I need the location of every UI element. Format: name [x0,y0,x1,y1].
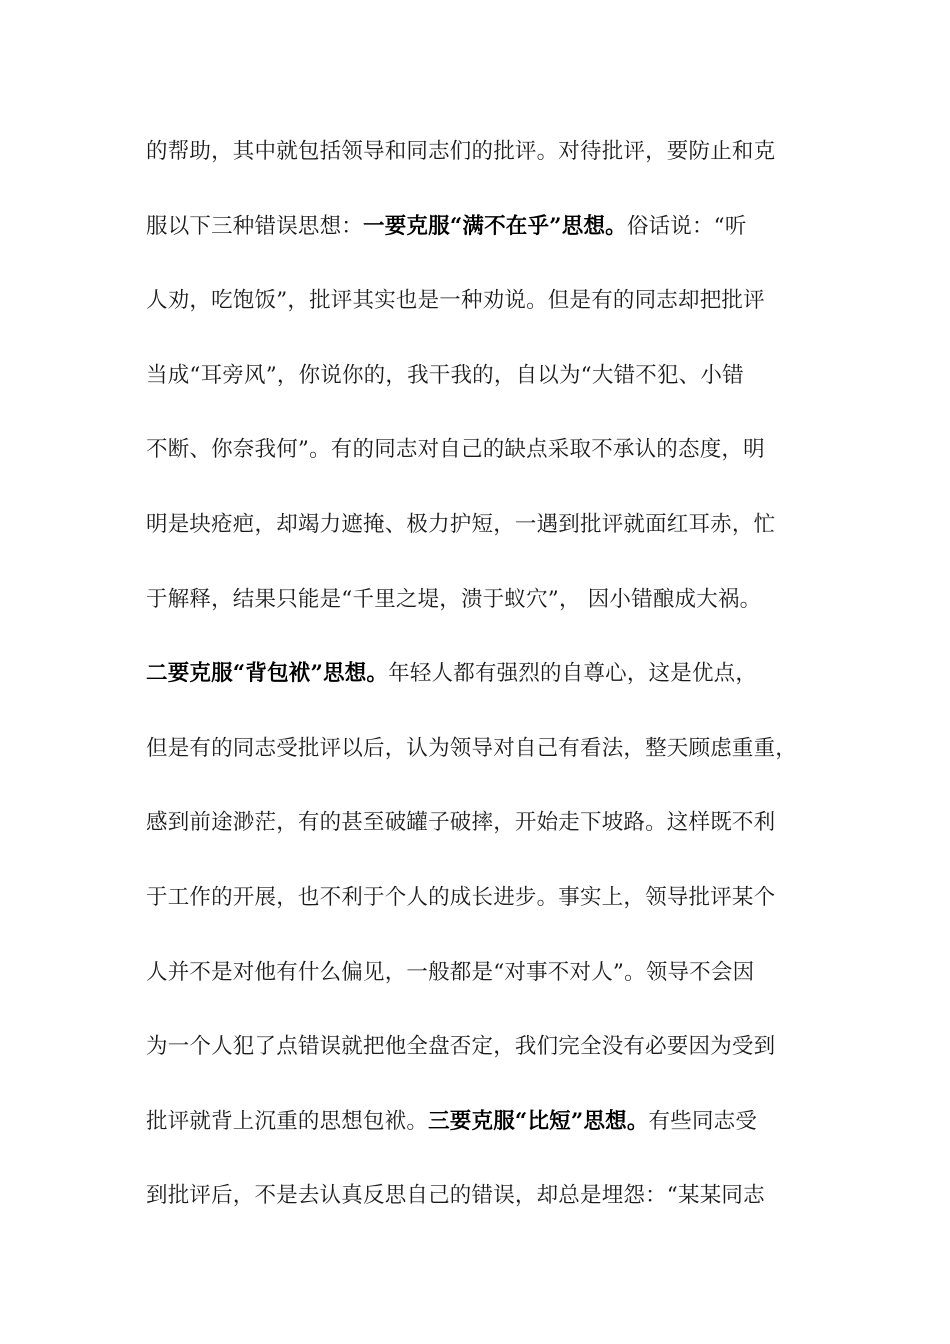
body-text: 服以下三种错误思想： [146,213,364,239]
body-text: 人劝，吃饱饭”，批评其实也是一种劝说。但是有的同志却把批评 [146,288,765,314]
document-body-text [146,128,826,1247]
text-line [146,426,826,501]
body-text: 批评就背上沉重的思想包袱。 [146,1108,429,1134]
text-line [146,1172,826,1247]
text-line [146,949,826,1024]
body-text: 于解释，结果只能是“千里之堤，溃于蚁穴”， 因小错酿成大祸。 [146,586,762,612]
body-text: 不断、你奈我何”。有的同志对自己的缺点采取不承认的态度，明 [146,437,765,463]
body-text: 有些同志受 [648,1108,758,1134]
bold-heading-text: 三要克服“比短”思想。 [428,1108,649,1134]
body-text: 的帮助，其中就包括领导和同志们的批评。对待批评，要防止和克 [146,139,776,164]
text-line [146,277,826,352]
body-text: 到批评后，不是去认真反思自己的错误，却总是埋怨：“某某同志 [146,1183,765,1209]
text-line [146,874,826,949]
body-text: 但是有的同志受批评以后，认为领导对自己有看法，整天顾虑重重， [146,735,798,761]
text-line [146,576,826,651]
body-text: 为一个人犯了点错误就把他全盘否定，我们完全没有必要因为受到 [146,1034,776,1060]
text-line [146,725,826,800]
text-line [146,650,826,725]
text-line [146,128,826,203]
text-line [146,501,826,576]
body-text: 年轻人都有强烈的自尊心，这是优点， [388,661,758,687]
bold-heading-text: 一要克服“满不在乎”思想。 [363,213,627,239]
body-text: 感到前途渺茫，有的甚至破罐子破摔，开始走下坡路。这样既不利 [146,810,776,836]
text-line [146,1098,826,1173]
text-line [146,203,826,278]
text-line [146,352,826,427]
body-text: 于工作的开展，也不利于个人的成长进步。事实上，领导批评某个 [146,884,776,910]
body-text: 明是块疮疤，却竭力遮掩、极力护短，一遇到批评就面红耳赤，忙 [146,511,776,537]
text-line [146,799,826,874]
body-text: 人并不是对他有什么偏见，一般都是“对事不对人”。领导不会因 [146,959,755,985]
bold-heading-text: 二要克服“背包袱”思想。 [146,661,389,687]
body-text: 当成“耳旁风”，你说你的，我干我的，自以为“大错不犯、小错 [146,362,744,388]
body-text: 俗话说：“听 [626,213,747,239]
text-line [146,1023,826,1098]
